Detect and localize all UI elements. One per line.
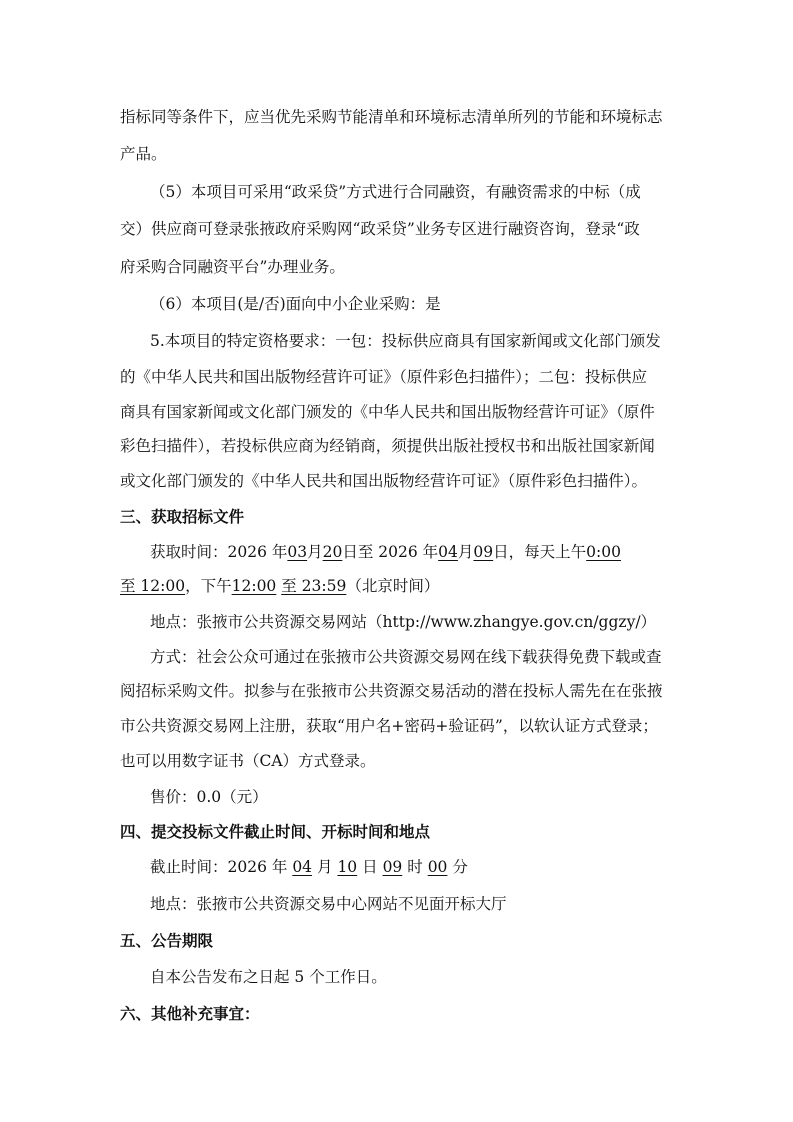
notice-period-text: 自本公告发布之日起 5 个工作日。 bbox=[150, 968, 387, 986]
paragraph-line: （6）本项目(是/否)面向中小企业采购：是 bbox=[150, 295, 441, 313]
pm-end-time: 至 23:59 bbox=[281, 577, 347, 595]
paragraph-line: 5.本项目的特定资格要求：一包：投标供应商具有国家新闻或文化部门颁发 bbox=[150, 332, 661, 350]
paragraph-line: （5）本项目可采用“政采贷”方式进行合同融资，有融资需求的中标（成 bbox=[150, 183, 641, 201]
paragraph-line: 阅招标采购文件。拟参与在张掖市公共资源交易活动的潜在投标人需先在在张掖 bbox=[120, 682, 663, 700]
deadline-minute: 00 bbox=[427, 858, 448, 876]
deadline-hour: 09 bbox=[382, 858, 403, 876]
end-month: 04 bbox=[438, 543, 458, 561]
section-heading: 三、获取招标文件 bbox=[120, 508, 245, 526]
paragraph-line: 或文化部门颁发的《中华人民共和国出版物经营许可证》（原件彩色扫描件）。 bbox=[120, 472, 648, 490]
paragraph-line: 方式：社会公众可通过在张掖市公共资源交易网在线下载获得免费下载或查 bbox=[150, 648, 662, 666]
paragraph-line: 市公共资源交易网上注册，获取“用户名+密码+验证码”，以软认证方式登录； bbox=[120, 717, 658, 735]
paragraph-line: 交）供应商可登录张掖政府采购网“政采贷”业务专区进行融资咨询，登录“政 bbox=[120, 220, 640, 238]
deadline-line: 截止时间：2026 年 04 月 10 日 09 时 00 分 bbox=[150, 858, 468, 876]
paragraph-line: 商具有国家新闻或文化部门颁发的《中华人民共和国出版物经营许可证》（原件 bbox=[120, 403, 655, 421]
section-heading: 六、其他补充事宜： bbox=[120, 1005, 260, 1023]
start-day: 20 bbox=[322, 543, 343, 561]
am-end-time: 至 12:00 bbox=[120, 577, 186, 595]
section-heading: 四、提交投标文件截止时间、开标时间和地点 bbox=[120, 823, 431, 841]
end-day: 09 bbox=[473, 543, 494, 561]
deadline-day: 10 bbox=[337, 858, 358, 876]
deadline-month: 04 bbox=[292, 858, 313, 876]
paragraph-line: 的《中华人民共和国出版物经营许可证》（原件彩色扫描件）；二包：投标供应 bbox=[120, 368, 648, 386]
am-start-time: 0:00 bbox=[586, 543, 621, 561]
price-line: 售价：0.0（元） bbox=[150, 788, 268, 806]
paragraph-line: 也可以用数字证书（CA）方式登录。 bbox=[120, 752, 376, 770]
section-heading: 五、公告期限 bbox=[120, 932, 214, 950]
acquire-place: 地点：张掖市公共资源交易网站（http://www.zhangye.gov.cn/ggzy/） bbox=[150, 613, 657, 631]
acquire-time-line-2: 至 12:00，下午12:00 至 23:59（北京时间） bbox=[120, 577, 440, 595]
pm-start-time: 12:00 bbox=[231, 577, 277, 595]
opening-place: 地点：张掖市公共资源交易中心网站不见面开标大厅 bbox=[150, 895, 507, 913]
acquire-time-line: 获取时间：2026 年03月20日至 2026 年04月09日，每天上午0:00 bbox=[150, 543, 621, 561]
paragraph-line: 彩色扫描件），若投标供应商为经销商，须提供出版社授权书和出版社国家新闻 bbox=[120, 437, 655, 455]
start-month: 03 bbox=[287, 543, 308, 561]
paragraph-line: 产品。 bbox=[120, 145, 167, 163]
paragraph-line: 府采购合同融资平台”办理业务。 bbox=[120, 258, 345, 276]
paragraph-line: 指标同等条件下，应当优先采购节能清单和环境标志清单所列的节能和环境标志 bbox=[120, 108, 663, 126]
